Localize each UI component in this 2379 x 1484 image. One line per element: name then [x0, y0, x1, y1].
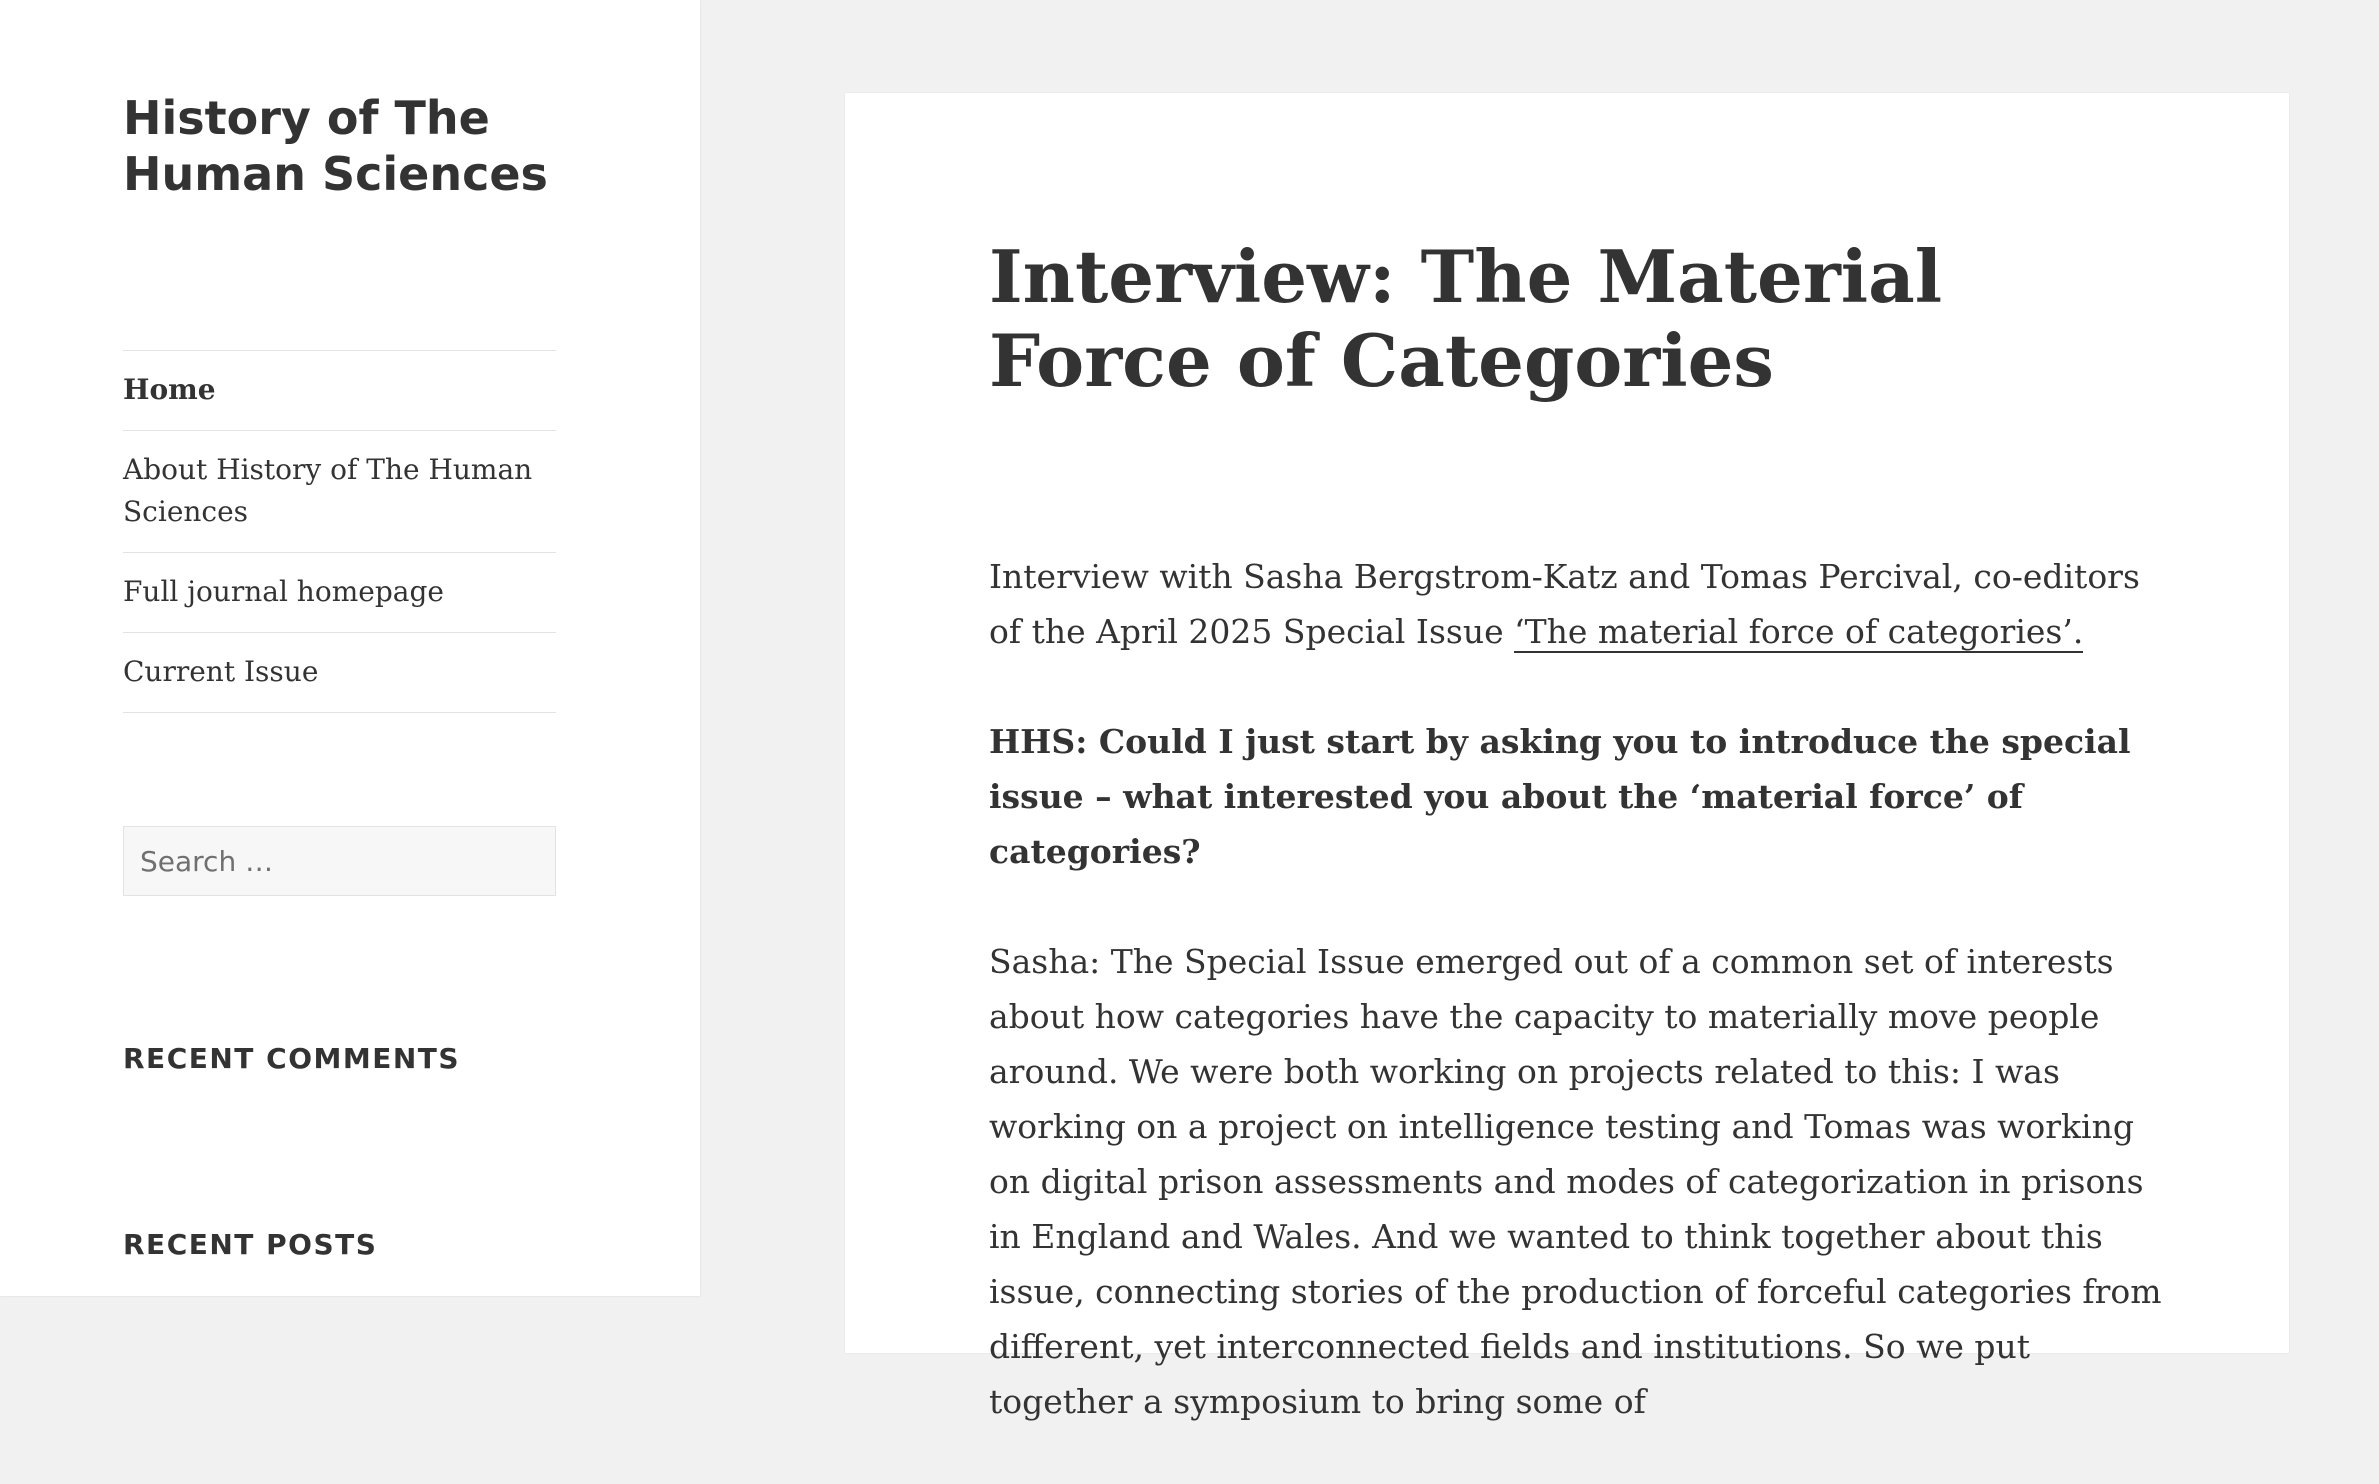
nav-item-current-issue[interactable]: Current Issue	[123, 633, 556, 713]
nav-item-about[interactable]: About History of The Human Sciences	[123, 431, 556, 553]
special-issue-link[interactable]: ‘The material force of categories’.	[1514, 612, 2084, 651]
intro-text: Interview with Sasha Bergstrom-Katz and Tomas Percival, co-editors of the April 2025 Special Issue	[989, 557, 2140, 651]
nav-item-full-journal-homepage[interactable]: Full journal homepage	[123, 553, 556, 633]
recent-comments-heading: RECENT COMMENTS	[123, 1042, 461, 1075]
answer-paragraph: Sasha: The Special Issue emerged out of a common set of interests about how categories have the capacity to materially move people around. We were both working on projects related to this: I was working on a project on intelligence testing and Tomas was working on digital prison assessments and modes of categorization in prisons in England and Wales. And we wanted to think together about this issue, connecting stories of the production of forceful categories from different, yet interconnected fields and institutions. So we put together a symposium to bring some of	[989, 942, 2162, 1421]
interview-question: HHS: Could I just start by asking you to introduce the special issue – what interested you about the ‘material force’ of categories?	[989, 722, 2131, 871]
search-input[interactable]	[123, 826, 556, 896]
sidebar	[0, 0, 700, 1296]
intro-paragraph	[989, 549, 2169, 659]
question-paragraph	[989, 714, 2169, 879]
article-content	[989, 549, 2169, 1484]
article-title: Interview: The Material Force of Categories	[989, 234, 1943, 403]
site-title[interactable]: History of The Human Sciences	[123, 91, 548, 201]
recent-posts-heading: RECENT POSTS	[123, 1228, 378, 1261]
nav-item-home[interactable]: Home	[123, 351, 556, 431]
main-navigation	[123, 350, 556, 713]
article-card	[845, 93, 2289, 1421]
